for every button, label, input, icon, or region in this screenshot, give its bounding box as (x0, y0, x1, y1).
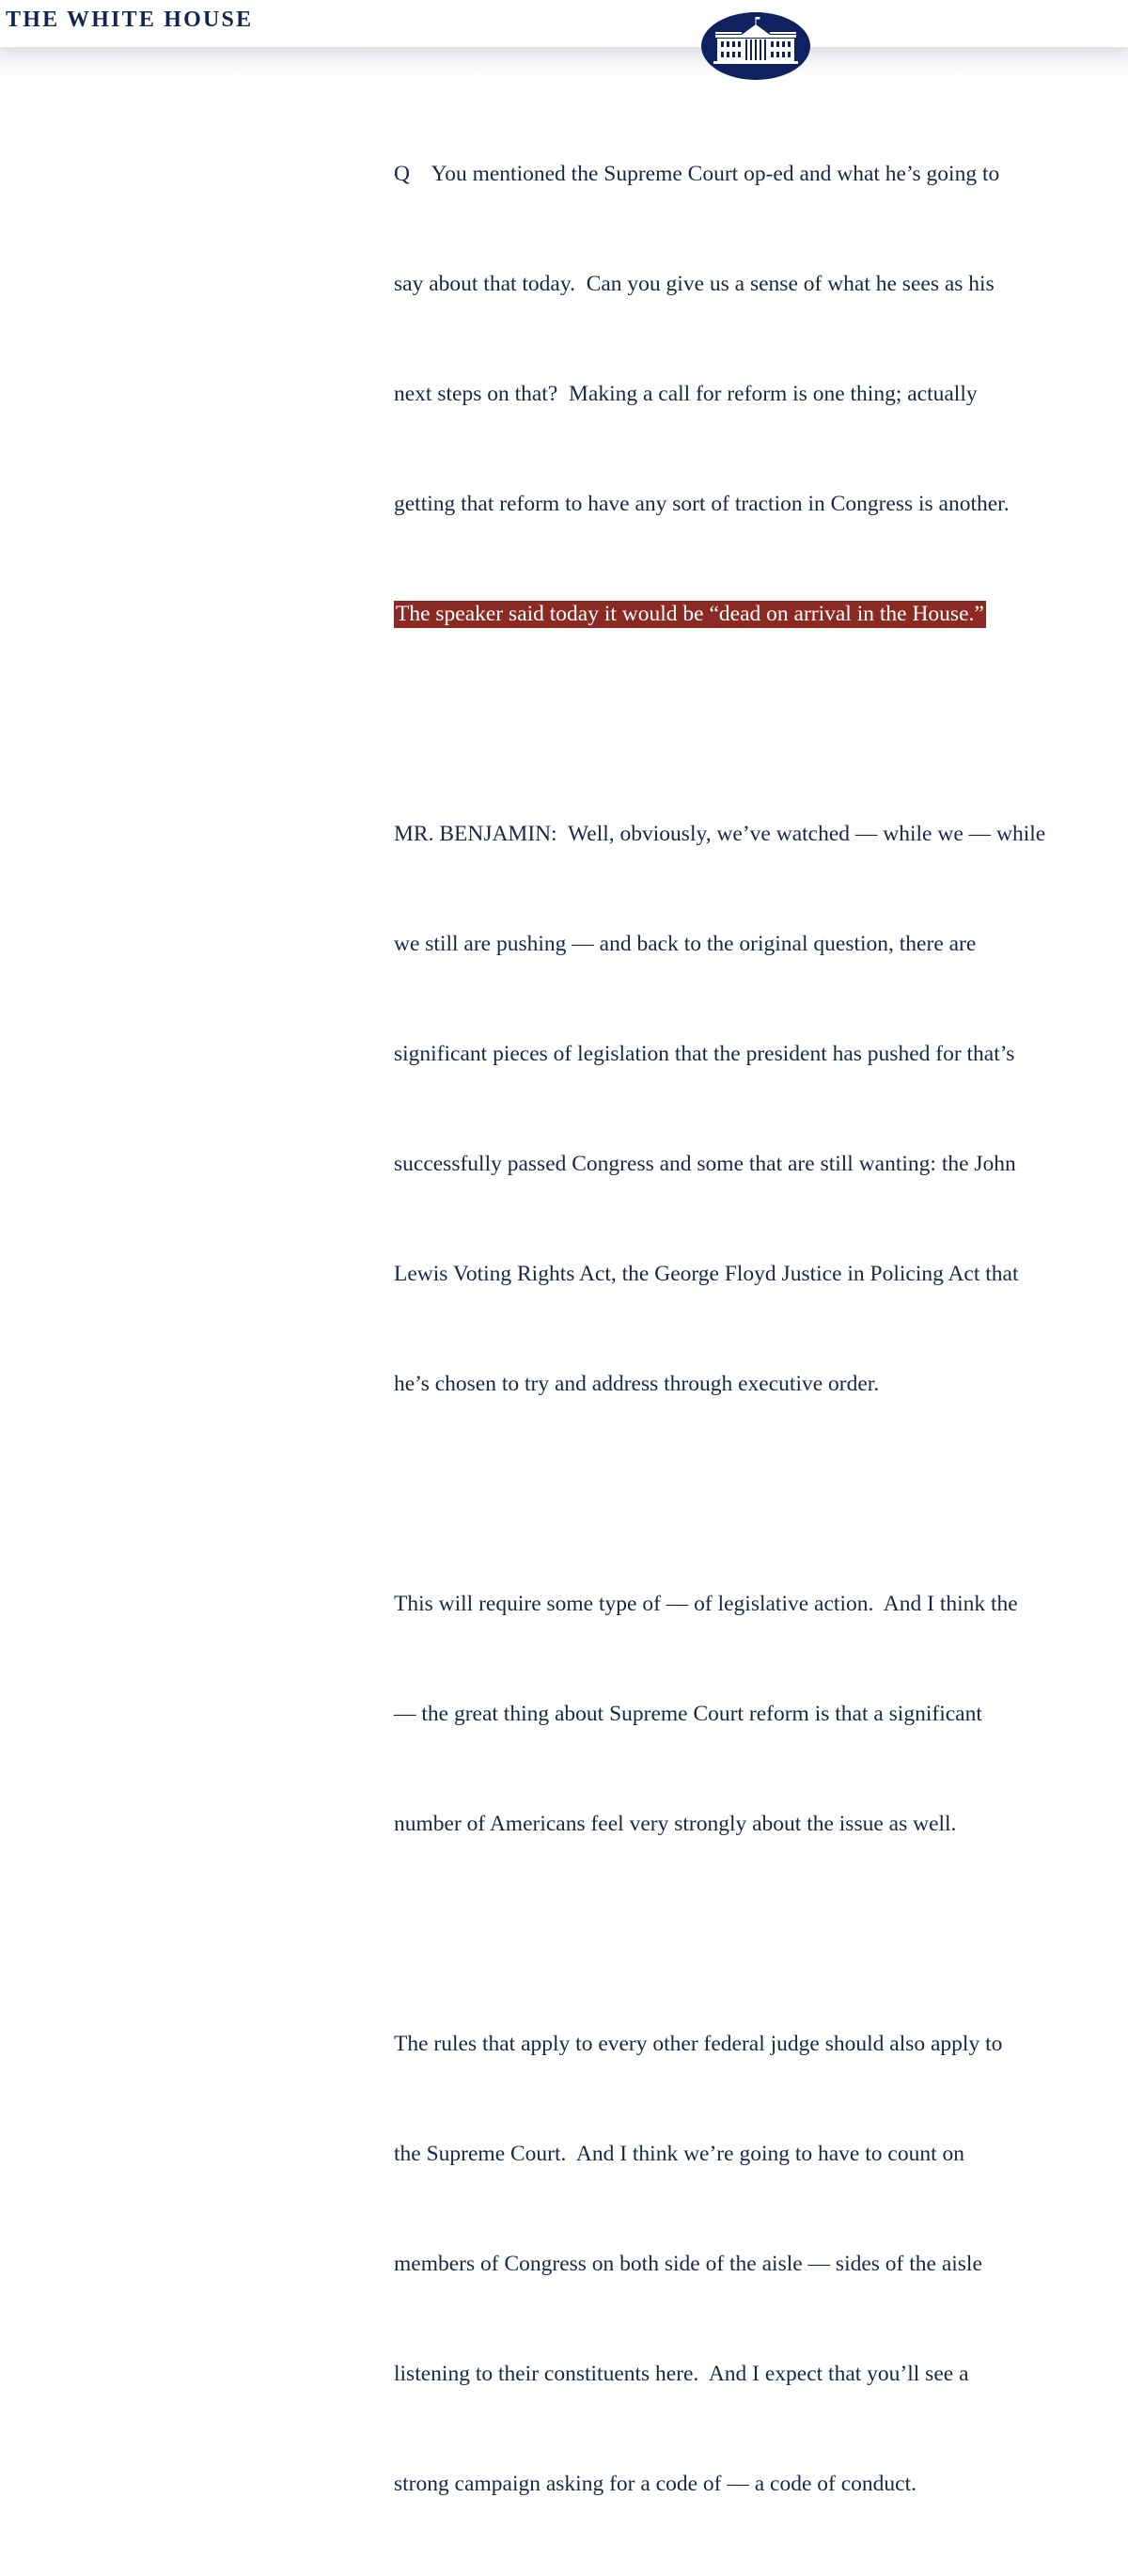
question-line: say about that today. Can you give us a sense of what he sees as his (394, 272, 995, 296)
answer-line: This will require some type of — of legislative action. And I think the (394, 1592, 1018, 1616)
answer-paragraph-1 (394, 743, 1128, 1476)
answer-line: The rules that apply to every other federal judge should also apply to (394, 2032, 1003, 2056)
answer-paragraph-3 (394, 1953, 1128, 2576)
answer-line: we still are pushing — and back to the original question, there are (394, 932, 977, 956)
answer-line: MR. BENJAMIN: Well, obviously, we’ve watched — while we — while (394, 822, 1046, 846)
answer-line: successfully passed Congress and some that are still wanting: the John (394, 1152, 1016, 1176)
question-line: getting that reform to have any sort of traction in Congress is another. (394, 492, 1010, 516)
answer-line: number of Americans feel very strongly about the issue as well. (394, 1812, 957, 1836)
transcript-body (394, 83, 1128, 2576)
white-house-seal-icon[interactable] (700, 11, 811, 81)
question-paragraph (394, 83, 1128, 706)
highlighted-line (394, 596, 1128, 633)
question-line: next steps on that? Making a call for reform is one thing; actually (394, 382, 978, 406)
site-header (0, 0, 1128, 47)
answer-line: the Supreme Court. And I think we’re going to have to count on (394, 2142, 964, 2166)
answer-line: Lewis Voting Rights Act, the George Floyd Justice in Policing Act that (394, 1262, 1019, 1286)
question-line: Q You mentioned the Supreme Court op-ed and what he’s going to (394, 162, 1000, 186)
header-shadow (0, 47, 1128, 79)
answer-line: significant pieces of legislation that the president has pushed for that’s (394, 1042, 1015, 1066)
answer-line: members of Congress on both side of the aisle — sides of the aisle (394, 2252, 982, 2276)
answer-paragraph-2 (394, 1513, 1128, 1916)
answer-line: — the great thing about Supreme Court reform is that a significant (394, 1702, 982, 1726)
answer-line: he’s chosen to try and address through executive order. (394, 1372, 880, 1396)
answer-line: listening to their constituents here. And I expect that you’ll see a (394, 2362, 969, 2386)
site-title[interactable]: THE WHITE HOUSE (6, 8, 254, 32)
answer-line: strong campaign asking for a code of — a code of conduct. (394, 2472, 916, 2496)
highlighted-quote: The speaker said today it would be “dead on arrival in the House.” (396, 602, 984, 626)
